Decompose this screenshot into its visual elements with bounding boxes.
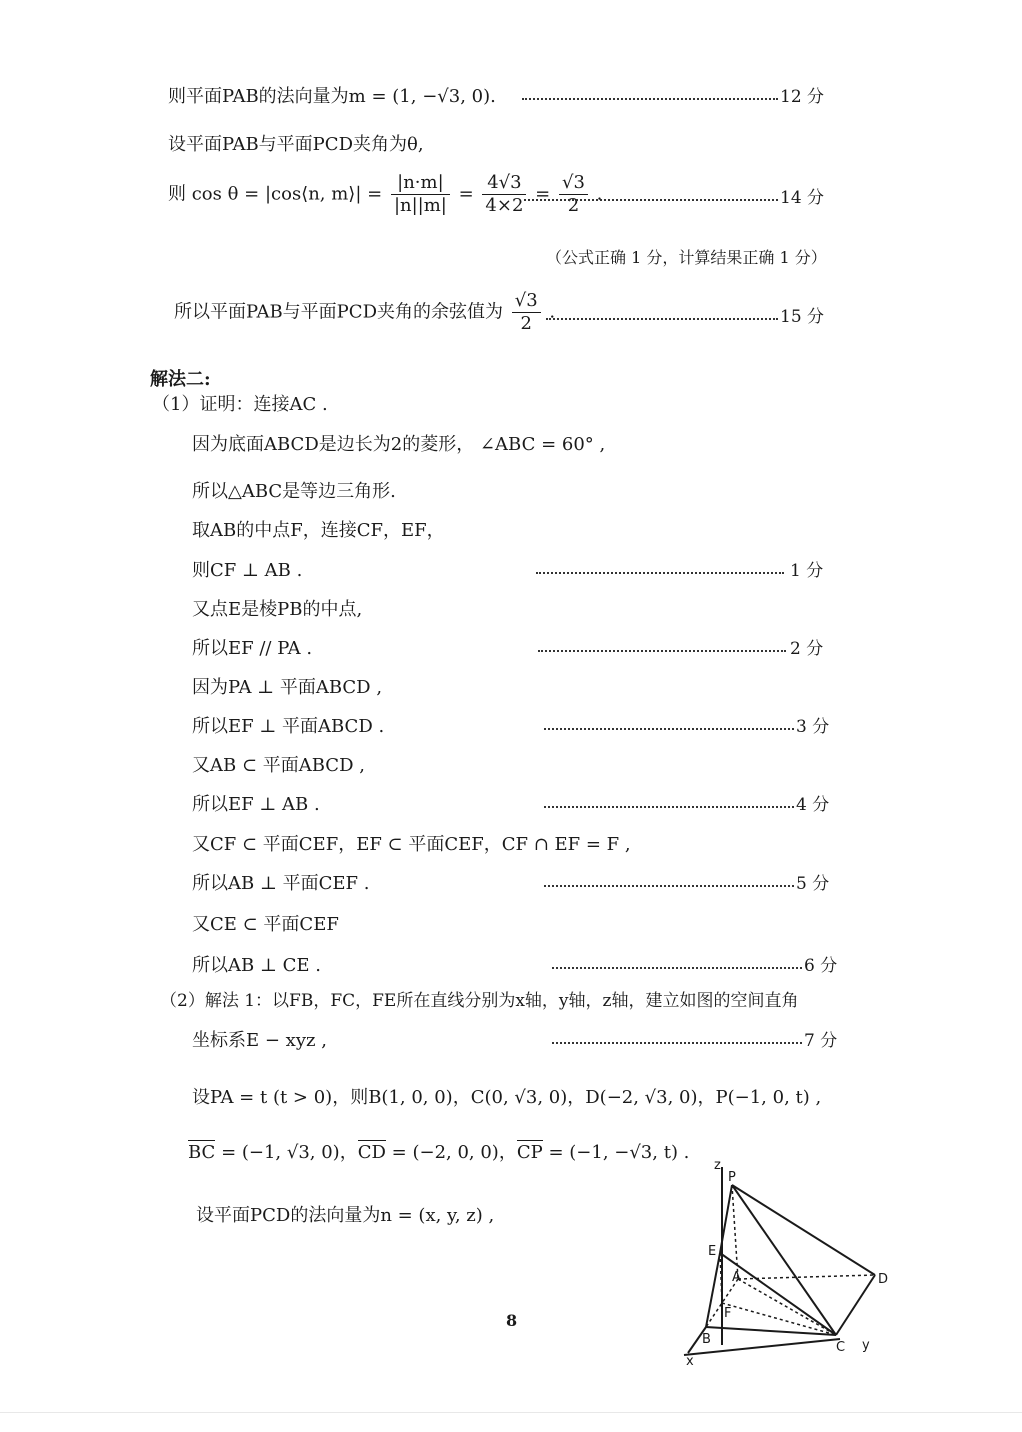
dot-leader xyxy=(546,315,778,320)
method-two-heading: 解法二: xyxy=(150,369,211,390)
vertex-d-label: D xyxy=(878,1272,889,1287)
conclusion-text: 所以平面PAB与平面PCD夹角的余弦值为 xyxy=(174,301,503,323)
fraction-numerator: |n·m| xyxy=(391,172,450,195)
score-3: 3 分 xyxy=(796,717,830,737)
dot-leader xyxy=(522,95,778,100)
equals-sign: = xyxy=(535,183,551,205)
edge-cd xyxy=(836,1275,875,1335)
proof-line-ef-parallel-pa: 所以EF // PA . xyxy=(192,638,313,659)
page-number: 8 xyxy=(506,1311,518,1330)
conclusion-line xyxy=(174,290,555,335)
proof-line-ab-in-plane: 又AB ⊂ 平面ABCD , xyxy=(192,755,365,776)
edge-pd xyxy=(732,1185,875,1275)
period: . xyxy=(549,301,556,323)
vector-cp-value: = (−1, −√3, t) . xyxy=(542,1142,690,1163)
vector-bc-value: = (−1, √3, 0)， xyxy=(215,1142,358,1163)
proof-line-midpoint: 取AB的中点F，连接CF，EF， xyxy=(192,520,445,541)
fraction-values xyxy=(482,172,526,217)
vertex-a-label: A xyxy=(732,1270,741,1285)
dot-leader xyxy=(536,569,784,574)
vector-cd-value: = (−2, 0, 0)， xyxy=(385,1142,517,1163)
fraction-dot-product xyxy=(391,172,450,217)
part2-coordinate-setup: （2）解法 1：以FB，FC，FE所在直线分别为x轴，y轴，z轴，建立如图的空间直角 xyxy=(160,991,799,1011)
dot-leader xyxy=(538,647,786,652)
fraction-numerator: √3 xyxy=(559,172,588,195)
point-f-label: F xyxy=(724,1306,732,1321)
vector-cd-label: CD xyxy=(357,1142,386,1163)
fraction-denominator: 2 xyxy=(520,313,532,334)
normal-vector-m-line: 则平面PAB的法向量为m = (1, −√3, 0). xyxy=(168,86,496,107)
fraction-numerator: 4√3 xyxy=(482,172,526,195)
proof-line-cf-ef-in-plane: 又CF ⊂ 平面CEF，EF ⊂ 平面CEF，CF ∩ EF = F , xyxy=(192,834,631,855)
angle-setup-line: 设平面PAB与平面PCD夹角为θ, xyxy=(168,134,424,155)
score-7: 7 分 xyxy=(804,1031,838,1051)
vector-cp-label: CP xyxy=(516,1142,543,1163)
score-6: 6 分 xyxy=(804,956,838,976)
vertex-b-label: B xyxy=(702,1332,711,1347)
y-axis-label: y xyxy=(862,1338,870,1353)
vertex-c-label: C xyxy=(836,1340,846,1355)
point-e-label: E xyxy=(708,1244,717,1259)
fraction-sqrt3-over-2 xyxy=(512,290,541,335)
proof-line-ce-in-plane: 又CE ⊂ 平面CEF xyxy=(192,914,339,935)
vector-coordinates-line xyxy=(188,1142,689,1164)
score-1: 1 分 xyxy=(790,561,824,581)
proof-line-cf-perp-ab: 则CF ⊥ AB . xyxy=(192,560,303,581)
x-axis-label: x xyxy=(686,1354,694,1369)
coordinate-system-line: 坐标系E − xyz , xyxy=(192,1030,327,1051)
edge-pc xyxy=(732,1185,836,1335)
score-4: 4 分 xyxy=(796,795,830,815)
vector-bc-label: BC xyxy=(188,1142,216,1163)
dot-leader xyxy=(524,196,778,201)
proof-line-rhombus: 因为底面ABCD是边长为2的菱形， ∠ABC = 60° , xyxy=(192,434,606,455)
cosine-formula-prefix: 则 cos θ = |cos⟨n, m⟩| = xyxy=(168,183,383,205)
score-15: 15 分 xyxy=(780,307,825,327)
vertex-p-label: P xyxy=(728,1170,736,1185)
fraction-denominator: |n||m| xyxy=(393,195,447,216)
edge-fc-hidden xyxy=(722,1303,836,1335)
scoring-note: （公式正确 1 分，计算结果正确 1 分） xyxy=(546,248,827,267)
fraction-denominator: 4×2 xyxy=(485,195,524,216)
pyramid-figure xyxy=(670,1155,910,1370)
part1-proof-start: （1）证明：连接AC . xyxy=(152,394,328,415)
point-coordinates-line: 设PA = t (t > 0)，则B(1, 0, 0)，C(0, √3, 0)，D(−2, √3, 0)，P(−1, 0, t) , xyxy=(192,1087,822,1108)
score-5: 5 分 xyxy=(796,874,830,894)
equals-sign: = xyxy=(458,183,474,205)
dot-leader xyxy=(544,803,794,808)
edge-pa-hidden xyxy=(732,1185,738,1279)
score-2: 2 分 xyxy=(790,639,824,659)
edge-bc xyxy=(706,1327,836,1335)
dot-leader xyxy=(544,882,794,887)
dot-leader xyxy=(544,725,794,730)
proof-line-ef-perp-ab: 所以EF ⊥ AB . xyxy=(192,794,320,815)
edge-ad-hidden xyxy=(738,1275,875,1279)
dot-leader xyxy=(552,964,802,969)
proof-line-pa-perp-plane: 因为PA ⊥ 平面ABCD , xyxy=(192,677,383,698)
page-bottom-edge xyxy=(0,1412,1022,1413)
cosine-formula-line xyxy=(168,172,602,217)
proof-line-ab-perp-plane-cef: 所以AB ⊥ 平面CEF . xyxy=(192,873,370,894)
score-12: 12 分 xyxy=(780,87,825,107)
proof-line-equilateral: 所以△ABC是等边三角形. xyxy=(192,481,396,502)
dot-leader xyxy=(552,1039,802,1044)
normal-vector-n-line: 设平面PCD的法向量为n = (x, y, z) , xyxy=(196,1205,495,1226)
fraction-numerator: √3 xyxy=(512,290,541,313)
edge-ac-hidden xyxy=(738,1279,836,1335)
score-14: 14 分 xyxy=(780,188,825,208)
period: . xyxy=(596,183,603,205)
proof-line-ef-perp-plane: 所以EF ⊥ 平面ABCD . xyxy=(192,716,385,737)
z-axis-label: z xyxy=(714,1158,721,1173)
proof-line-e-midpoint: 又点E是棱PB的中点, xyxy=(192,599,363,620)
proof-line-ab-perp-ce: 所以AB ⊥ CE . xyxy=(192,955,321,976)
fraction-denominator: 2 xyxy=(567,195,580,216)
fraction-result xyxy=(559,172,588,217)
